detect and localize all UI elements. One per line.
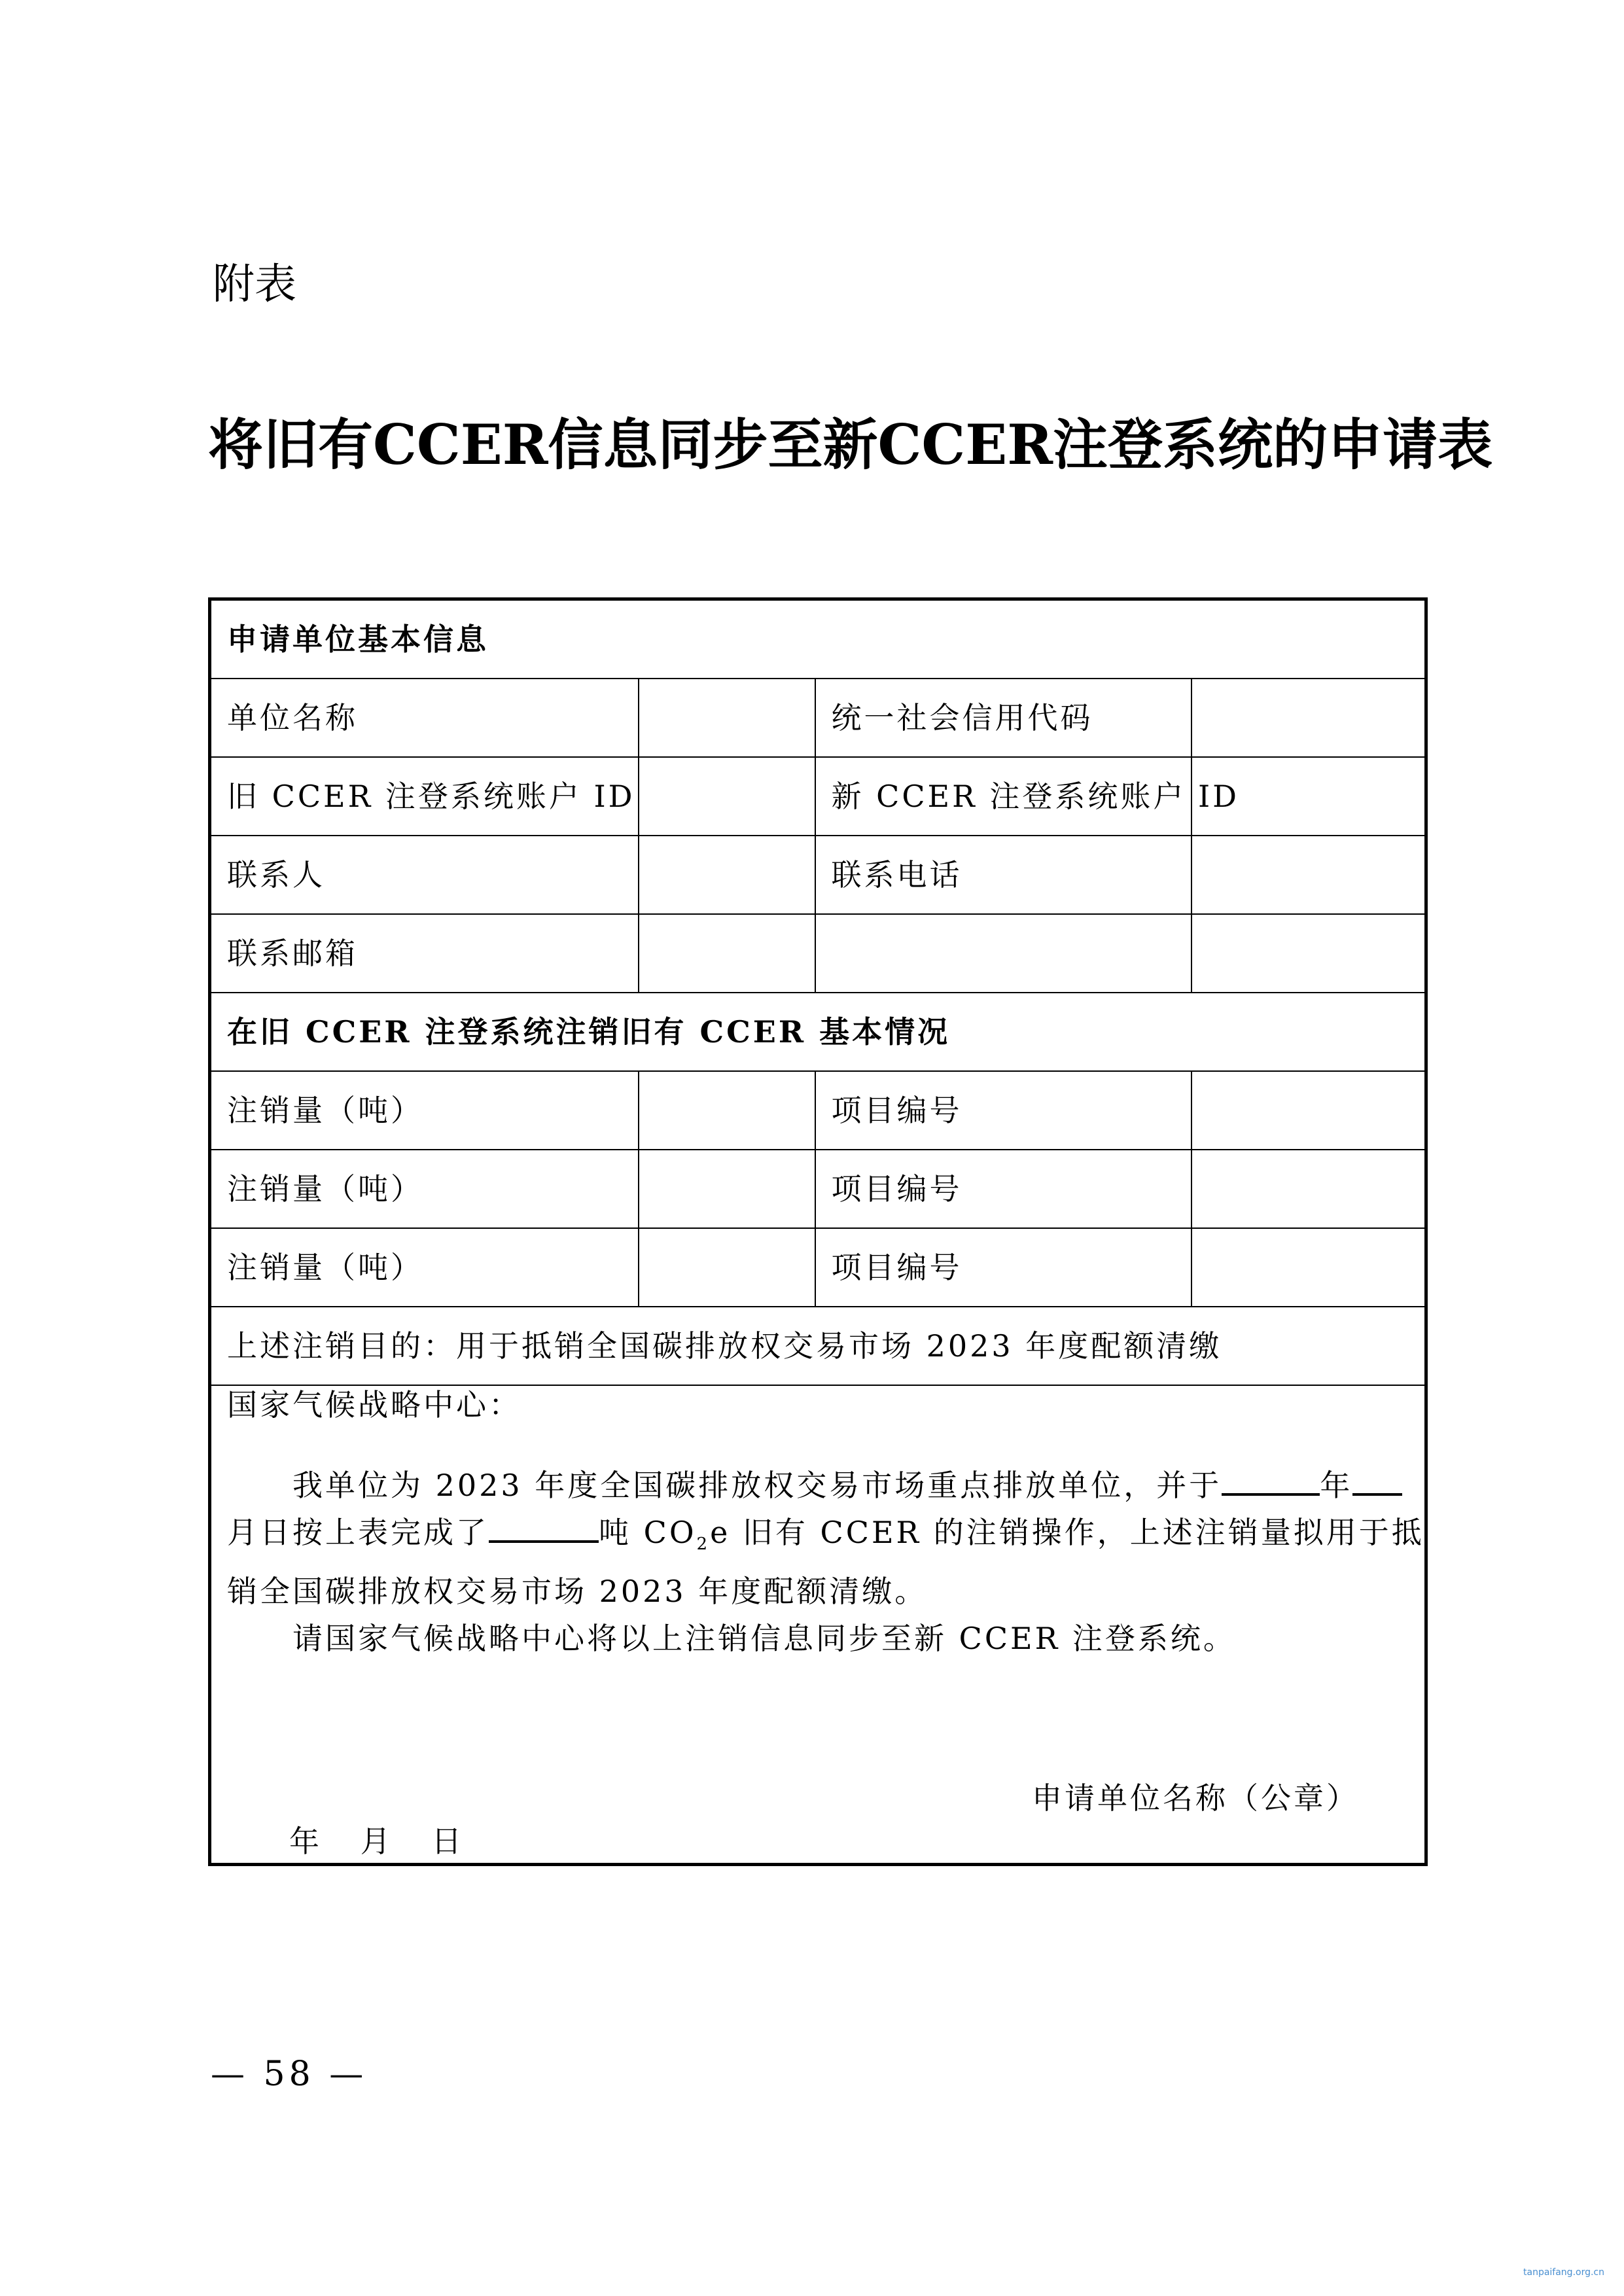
notice-cell [210, 1385, 1426, 1865]
unit-name-field[interactable] [639, 679, 815, 757]
watermark: tanpaifang.org.cn [1523, 2267, 1604, 2278]
month-blank[interactable] [1352, 1463, 1402, 1496]
table-row [210, 1150, 1426, 1228]
project-number-field[interactable] [1192, 1150, 1426, 1228]
declaration-text: 我单位为 2023 年度全国碳排放权交易市场重点排放单位，并于 [292, 1468, 1222, 1503]
contact-email-field[interactable] [639, 914, 815, 993]
field-label: 联系邮箱 [210, 914, 639, 993]
section-heading-cancellation: 在旧 CCER 注登系统注销旧有 CCER 基本情况 [210, 993, 1426, 1071]
field-label: 注销量（吨） [210, 1071, 639, 1150]
declaration-text-tail: e 旧有 CCER 的注销操作，上述注销量拟用于抵销全国碳排放权交易市场 2023 年度配额清缴。 [227, 1515, 1424, 1610]
field-label: 统一社会信用代码 [815, 679, 1192, 757]
project-number-field[interactable] [1192, 1071, 1426, 1150]
table-row [210, 1228, 1426, 1307]
year-blank[interactable] [1222, 1463, 1320, 1496]
form-title: 将旧有CCER信息同步至新CCER注登系统的申请表 [208, 412, 1493, 477]
table-row [210, 836, 1426, 914]
project-number-field[interactable] [1192, 1228, 1426, 1307]
addressee: 国家气候战略中心： [227, 1387, 521, 1422]
date-line: 年 月 日 [289, 1824, 465, 1860]
cancellation-amount-field[interactable] [639, 1150, 815, 1228]
request-paragraph: 请国家气候战略中心将以上注销信息同步至新 CCER 注登系统。 [292, 1621, 1236, 1657]
field-label: 注销量（吨） [210, 1228, 639, 1307]
table-row [210, 1307, 1426, 1385]
field-label: 项目编号 [815, 1071, 1192, 1150]
credit-code-field[interactable] [1192, 679, 1426, 757]
section-header-row [210, 599, 1426, 679]
field-label: 新 CCER 注登系统账户 ID [815, 757, 1192, 836]
empty-cell [1192, 914, 1426, 993]
empty-cell [815, 914, 1192, 993]
application-form-table [208, 597, 1428, 1866]
cancellation-amount-field[interactable] [639, 1071, 815, 1150]
appendix-label: 附表 [213, 260, 296, 309]
contact-phone-field[interactable] [1192, 836, 1426, 914]
field-label: 旧 CCER 注登系统账户 ID [210, 757, 639, 836]
field-label: 单位名称 [210, 679, 639, 757]
month-text: 月日按上表完成了 [227, 1515, 489, 1550]
field-label: 联系电话 [815, 836, 1192, 914]
table-row [210, 679, 1426, 757]
field-label: 项目编号 [815, 1228, 1192, 1307]
section-heading-basic-info: 申请单位基本信息 [210, 599, 1426, 679]
table-row [210, 757, 1426, 836]
old-account-id-field[interactable] [639, 757, 815, 836]
cancellation-amount-field[interactable] [639, 1228, 815, 1307]
field-label: 注销量（吨） [210, 1150, 639, 1228]
subscript-text: 2 [696, 1534, 711, 1555]
page-number: — 58 — [211, 2055, 368, 2094]
cancellation-purpose: 上述注销目的：用于抵销全国碳排放权交易市场 2023 年度配额清缴 [210, 1307, 1426, 1385]
field-label: 联系人 [210, 836, 639, 914]
year-text: 年 [1320, 1468, 1353, 1503]
tonnage-blank[interactable] [489, 1510, 599, 1543]
contact-person-field[interactable] [639, 836, 815, 914]
field-label: 项目编号 [815, 1150, 1192, 1228]
signature-label: 申请单位名称（公章） [1032, 1780, 1359, 1816]
table-row [210, 1071, 1426, 1150]
unit-text: 吨 CO [599, 1515, 697, 1550]
table-row [210, 914, 1426, 993]
notice-row [210, 1385, 1426, 1865]
declaration-paragraph [227, 1462, 1424, 1615]
section-header-row [210, 993, 1426, 1071]
